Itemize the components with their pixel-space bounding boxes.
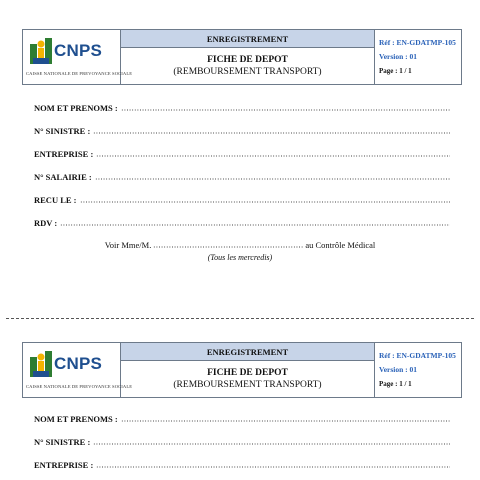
form-title: FICHE DE DEPOT xyxy=(207,368,288,378)
voir-line xyxy=(0,240,480,250)
logo-text: CNPS xyxy=(54,354,103,373)
logo-subtitle: CAISSE NATIONALE DE PREVOYANCE SOCIALE xyxy=(26,384,133,389)
form-subtitle: (REMBOURSEMENT TRANSPORT) xyxy=(173,67,322,77)
logo-cell xyxy=(23,343,133,397)
fill-line[interactable] xyxy=(121,416,450,422)
fill-line[interactable] xyxy=(93,128,450,134)
page-number: Page : 1 / 1 xyxy=(379,67,412,75)
version-label: Version : 01 xyxy=(379,365,418,374)
field-entreprise-2[interactable] xyxy=(34,460,450,472)
voir-suffix: au Contrôle Médical xyxy=(305,240,376,250)
schedule-note: (Tous les mercredis) xyxy=(207,253,273,262)
cnps-logo-icon xyxy=(30,38,52,64)
field-nom-prenoms[interactable] xyxy=(34,103,450,115)
field-label: RDV : xyxy=(34,218,58,228)
reference-code: Réf : EN-GDATMP-105 xyxy=(379,351,456,360)
fill-line[interactable] xyxy=(80,197,450,203)
form-title: FICHE DE DEPOT xyxy=(207,55,288,65)
field-sinistre-2[interactable] xyxy=(34,437,450,449)
field-entreprise[interactable] xyxy=(34,149,450,161)
field-label: ENTREPRISE : xyxy=(34,460,94,470)
field-label: NOM ET PRENOMS : xyxy=(34,103,118,113)
meta-cell xyxy=(375,343,461,397)
field-label: NOM ET PRENOMS : xyxy=(34,414,118,424)
fill-line[interactable] xyxy=(121,105,450,111)
fill-line[interactable] xyxy=(93,439,450,445)
field-label: N° SINISTRE : xyxy=(34,126,91,136)
cut-line-divider xyxy=(6,318,474,319)
logo-text: CNPS xyxy=(54,41,103,60)
fill-line[interactable] xyxy=(95,174,450,180)
section-label: ENREGISTREMENT xyxy=(121,343,374,361)
field-nom-prenoms-2[interactable] xyxy=(34,414,450,426)
field-salairie[interactable] xyxy=(34,172,450,184)
meta-cell xyxy=(375,30,461,84)
logo-cell xyxy=(23,30,133,84)
cnps-logo-icon xyxy=(30,351,52,377)
form-header-2 xyxy=(22,342,462,398)
section-label: ENREGISTREMENT xyxy=(121,30,374,48)
field-label: N° SINISTRE : xyxy=(34,437,91,447)
page-number: Page : 1 / 1 xyxy=(379,380,412,388)
form-subtitle: (REMBOURSEMENT TRANSPORT) xyxy=(173,380,322,390)
form-header xyxy=(22,29,462,85)
logo-subtitle: CAISSE NATIONALE DE PREVOYANCE SOCIALE xyxy=(26,71,133,76)
field-label: N° SALAIRIE : xyxy=(34,172,92,182)
voir-fill-line[interactable] xyxy=(153,242,303,248)
version-label: Version : 01 xyxy=(379,52,418,61)
fill-line[interactable] xyxy=(96,462,450,468)
field-sinistre[interactable] xyxy=(34,126,450,138)
fill-line[interactable] xyxy=(60,220,450,226)
field-rdv[interactable] xyxy=(34,218,450,230)
title-cell xyxy=(121,343,375,397)
field-label: ENTREPRISE : xyxy=(34,149,94,159)
reference-code: Réf : EN-GDATMP-105 xyxy=(379,38,456,47)
voir-prefix: Voir Mme/M. xyxy=(104,240,152,250)
field-label: RECU LE : xyxy=(34,195,77,205)
fill-line[interactable] xyxy=(96,151,450,157)
title-cell xyxy=(121,30,375,84)
field-recu-le[interactable] xyxy=(34,195,450,207)
